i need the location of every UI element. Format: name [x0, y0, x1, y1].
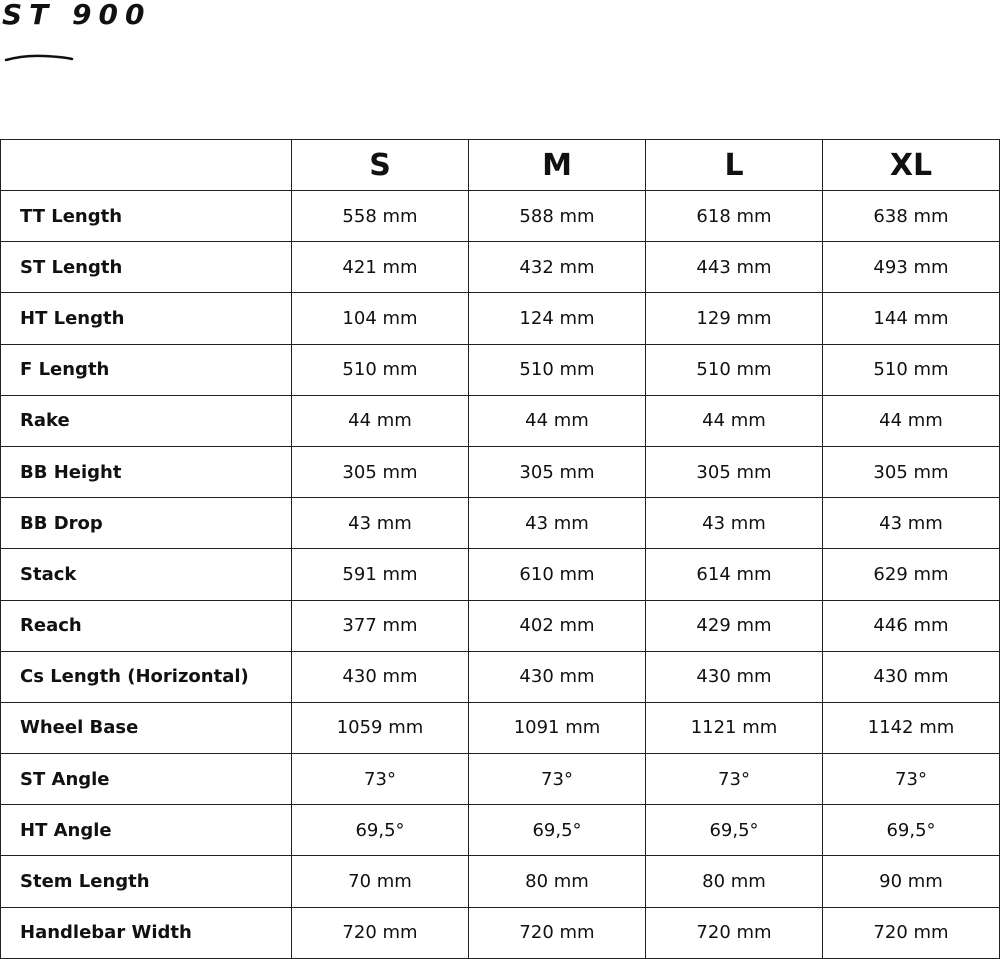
row-value: 614 mm [646, 549, 823, 600]
row-value: 432 mm [469, 242, 646, 293]
row-value: 720 mm [823, 907, 1000, 958]
row-value: 720 mm [469, 907, 646, 958]
row-value: 377 mm [292, 600, 469, 651]
table-row [1, 754, 1000, 805]
row-value: 144 mm [823, 293, 1000, 344]
header-label-cell [1, 140, 292, 191]
row-value: 129 mm [646, 293, 823, 344]
row-value: 1142 mm [823, 702, 1000, 753]
row-value: 80 mm [646, 856, 823, 907]
row-label: Stack [1, 549, 292, 600]
row-value: 73° [646, 754, 823, 805]
row-value: 430 mm [292, 651, 469, 702]
row-value: 429 mm [646, 600, 823, 651]
table-row [1, 549, 1000, 600]
row-value: 43 mm [292, 498, 469, 549]
header-size-xl: XL [823, 140, 1000, 191]
row-value: 44 mm [469, 395, 646, 446]
header-size-s: S [292, 140, 469, 191]
row-label: BB Drop [1, 498, 292, 549]
row-value: 70 mm [292, 856, 469, 907]
header-size-m: M [469, 140, 646, 191]
row-value: 510 mm [646, 344, 823, 395]
row-value: 510 mm [823, 344, 1000, 395]
table-row [1, 651, 1000, 702]
row-value: 430 mm [469, 651, 646, 702]
row-label: BB Height [1, 446, 292, 497]
row-value: 80 mm [469, 856, 646, 907]
row-label: Rake [1, 395, 292, 446]
row-value: 421 mm [292, 242, 469, 293]
row-value: 43 mm [823, 498, 1000, 549]
row-value: 720 mm [646, 907, 823, 958]
row-value: 73° [292, 754, 469, 805]
row-value: 104 mm [292, 293, 469, 344]
row-value: 44 mm [646, 395, 823, 446]
row-value: 305 mm [292, 446, 469, 497]
table-row [1, 907, 1000, 958]
row-value: 720 mm [292, 907, 469, 958]
header-size-l: L [646, 140, 823, 191]
row-value: 69,5° [469, 805, 646, 856]
row-value: 69,5° [292, 805, 469, 856]
row-value: 1091 mm [469, 702, 646, 753]
header-row [1, 140, 1000, 191]
row-value: 558 mm [292, 191, 469, 242]
row-value: 69,5° [646, 805, 823, 856]
row-value: 430 mm [646, 651, 823, 702]
row-value: 443 mm [646, 242, 823, 293]
row-value: 591 mm [292, 549, 469, 600]
table-row [1, 344, 1000, 395]
title-underline [4, 52, 74, 64]
table-row [1, 600, 1000, 651]
table-row [1, 242, 1000, 293]
row-label: ST Angle [1, 754, 292, 805]
row-value: 618 mm [646, 191, 823, 242]
geometry-table [0, 139, 1000, 959]
row-value: 43 mm [646, 498, 823, 549]
row-label: HT Length [1, 293, 292, 344]
table-row [1, 395, 1000, 446]
row-label: Stem Length [1, 856, 292, 907]
page-title: ST 900 [2, 0, 152, 31]
row-label: ST Length [1, 242, 292, 293]
table-row [1, 446, 1000, 497]
row-value: 69,5° [823, 805, 1000, 856]
table-row [1, 498, 1000, 549]
table-row [1, 805, 1000, 856]
row-value: 510 mm [292, 344, 469, 395]
table-row [1, 856, 1000, 907]
row-label: Reach [1, 600, 292, 651]
table-row [1, 293, 1000, 344]
row-value: 610 mm [469, 549, 646, 600]
row-value: 430 mm [823, 651, 1000, 702]
row-value: 44 mm [823, 395, 1000, 446]
row-label: Wheel Base [1, 702, 292, 753]
row-value: 493 mm [823, 242, 1000, 293]
row-value: 73° [823, 754, 1000, 805]
row-value: 629 mm [823, 549, 1000, 600]
row-value: 305 mm [646, 446, 823, 497]
row-value: 90 mm [823, 856, 1000, 907]
row-value: 43 mm [469, 498, 646, 549]
row-label: HT Angle [1, 805, 292, 856]
row-value: 446 mm [823, 600, 1000, 651]
row-value: 305 mm [469, 446, 646, 497]
row-value: 588 mm [469, 191, 646, 242]
row-label: Cs Length (Horizontal) [1, 651, 292, 702]
row-value: 305 mm [823, 446, 1000, 497]
row-value: 44 mm [292, 395, 469, 446]
row-label: TT Length [1, 191, 292, 242]
row-value: 510 mm [469, 344, 646, 395]
row-value: 638 mm [823, 191, 1000, 242]
row-value: 1121 mm [646, 702, 823, 753]
row-value: 402 mm [469, 600, 646, 651]
row-value: 124 mm [469, 293, 646, 344]
row-value: 1059 mm [292, 702, 469, 753]
table-row [1, 191, 1000, 242]
row-label: Handlebar Width [1, 907, 292, 958]
row-value: 73° [469, 754, 646, 805]
row-label: F Length [1, 344, 292, 395]
table-row [1, 702, 1000, 753]
